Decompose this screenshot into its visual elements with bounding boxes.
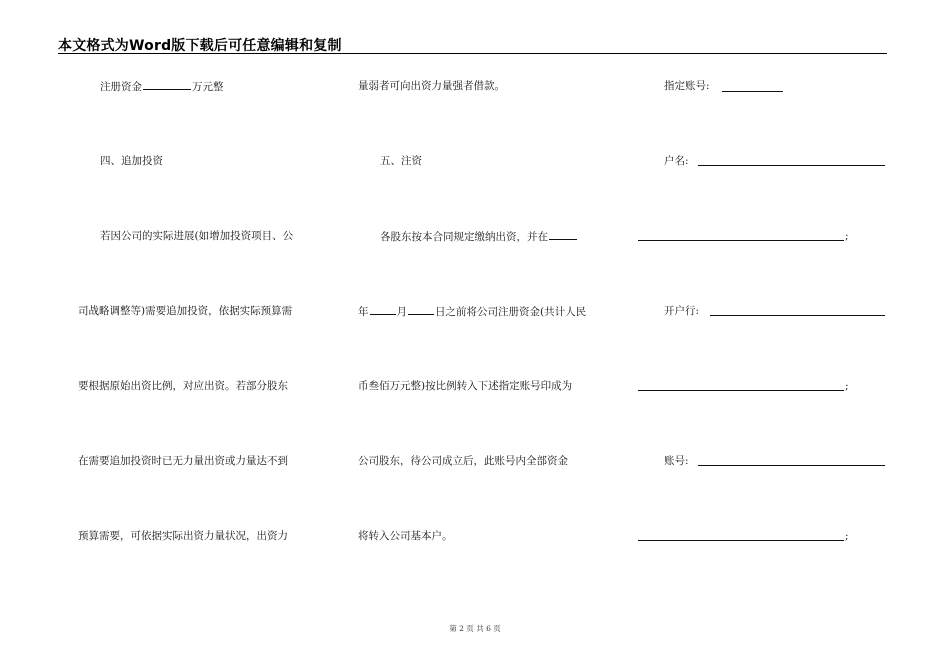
payment-deadline-text: 各股东按本合同规定缴纳出资，并在 — [380, 231, 548, 243]
section-4-title: 四、追加投资 — [100, 155, 163, 167]
year-label: 年 — [358, 306, 369, 318]
account-name-continuation-blank[interactable] — [638, 240, 844, 241]
col1-paragraph-line-2: 司战略调整等)需要追加投资，依据实际预算需 — [78, 305, 293, 317]
semicolon-2: ; — [845, 380, 849, 392]
designated-account-blank[interactable] — [722, 91, 783, 92]
section-5-title: 五、注资 — [380, 155, 422, 167]
account-name-label: 户名: — [664, 155, 689, 167]
bank-continuation-blank[interactable] — [638, 390, 844, 391]
account-number-row — [664, 455, 689, 467]
col1-paragraph-line-3: 要根据原始出资比例，对应出资。若部分股东 — [78, 380, 288, 392]
account-number-continuation-blank[interactable] — [638, 540, 844, 541]
col2-continuation-line: 量弱者可向出资力量强者借款。 — [358, 80, 505, 92]
col2-paragraph-line-3: 币叁佰万元整)按比例转入下述指定账号印成为 — [358, 380, 573, 392]
col1-paragraph-line-4: 在需要追加投资时已无力量出资或力量达不到 — [78, 455, 288, 467]
designated-account-label: 指定账号: — [664, 80, 710, 92]
col1-paragraph-line-5: 预算需要，可依据实际出资力量状况，出资力 — [78, 530, 288, 542]
capital-prefix: 注册资金 — [100, 81, 142, 93]
col1-paragraph-line-1: 若因公司的实际进展(如增加投资项目、公 — [100, 230, 294, 242]
document-header-title: 本文格式为Word版下载后可任意编辑和复制 — [58, 38, 342, 54]
month-label: 月 — [396, 306, 407, 318]
col2-paragraph-line-4: 公司股东，待公司成立后，此账号内全部资金 — [358, 455, 568, 467]
col2-paragraph-line-5: 将转入公司基本户。 — [358, 530, 453, 542]
deadline-rest-text: 日之前将公司注册资金(共计人民 — [435, 306, 587, 318]
semicolon-1: ; — [845, 230, 849, 242]
registered-capital-line — [100, 80, 224, 93]
year-blank[interactable] — [549, 230, 577, 240]
account-number-blank[interactable] — [698, 465, 885, 466]
account-name-row — [664, 155, 689, 167]
header-divider — [58, 53, 887, 54]
capital-amount-blank[interactable] — [143, 80, 191, 90]
semicolon-3: ; — [845, 530, 849, 542]
bank-label: 开户行: — [664, 305, 700, 317]
col2-paragraph-line-1 — [380, 230, 578, 243]
day-blank[interactable] — [408, 305, 434, 315]
designated-account-row — [664, 80, 710, 92]
col2-paragraph-line-2 — [358, 305, 586, 318]
account-number-label: 账号: — [664, 455, 689, 467]
account-name-blank[interactable] — [698, 165, 885, 166]
bank-row — [664, 305, 699, 317]
bank-blank[interactable] — [710, 315, 885, 316]
page-number-footer: 第 2 页 共 6 页 — [449, 624, 501, 633]
capital-suffix: 万元整 — [192, 81, 224, 93]
month-blank[interactable] — [370, 305, 396, 315]
